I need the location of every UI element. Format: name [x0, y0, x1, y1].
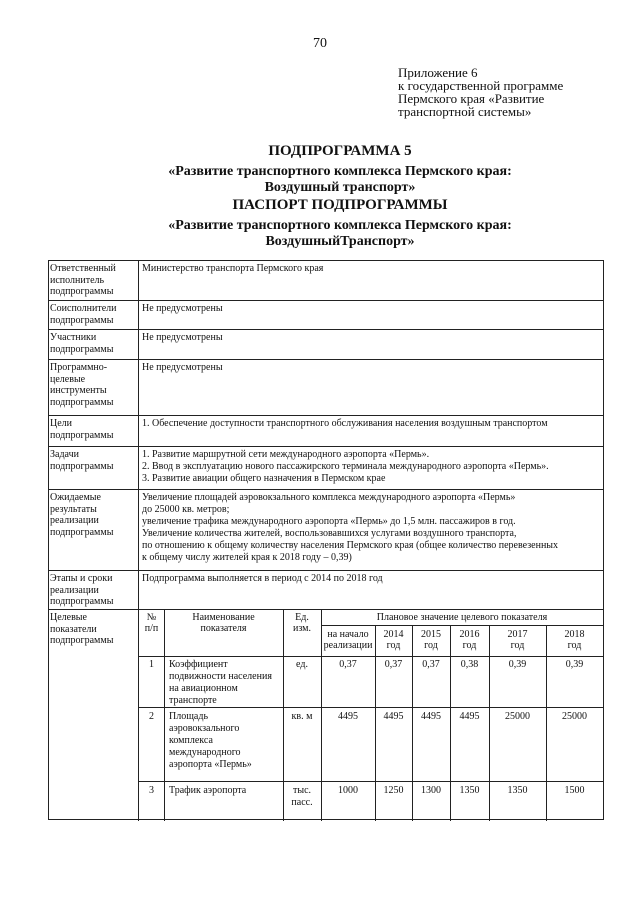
- value-line: 3. Развитие авиации общего назначения в Пермском крае: [142, 473, 386, 484]
- label-line: исполнитель: [50, 274, 105, 286]
- row-label: [49, 330, 139, 359]
- row-value: [142, 418, 600, 430]
- cell-value: 1350: [507, 785, 528, 796]
- value-line: 1. Обеспечение доступности транспортного обслуживания населения воздушным транспортом: [142, 418, 548, 429]
- label-line: целевые: [50, 373, 86, 385]
- label-line: подпрограммы: [50, 460, 114, 472]
- cell-line: транспорте: [169, 695, 217, 706]
- cell-value: 4495: [383, 711, 404, 722]
- row-responsible: [49, 261, 603, 301]
- header-line: год: [424, 640, 438, 651]
- value-line: Увеличение количества жителей, воспользовавшихся услугами воздушного транспорта,: [142, 528, 517, 539]
- cell-line: подвижности населения: [169, 671, 272, 682]
- cell-value: 0,39: [508, 659, 527, 670]
- row-value: [142, 362, 600, 374]
- grid-line: [139, 707, 603, 708]
- appendix-line: транспортной системы»: [398, 104, 532, 119]
- header-year-2015: [412, 629, 450, 651]
- cell-value: 0,38: [460, 659, 479, 670]
- header-line: год: [510, 640, 525, 651]
- grid-line: [139, 656, 603, 657]
- row-coexecutors: [49, 301, 603, 330]
- row-label: [49, 447, 139, 489]
- title-line: Воздушный транспорт»: [264, 180, 416, 195]
- value-line: Увеличение площадей аэровокзального комплекса международного аэропорта «Пермь»: [142, 492, 516, 503]
- row-label: [49, 301, 139, 329]
- cell-value: 4495: [421, 711, 441, 722]
- value-line: увеличение трафика международного аэропорта «Пермь» до 1,5 млн. пассажиров в год.: [142, 516, 516, 527]
- header-line: изм.: [293, 623, 311, 634]
- cell-unit: ед.: [296, 659, 308, 670]
- cell-line: Коэффициент: [169, 659, 228, 670]
- label-line: реализации: [50, 515, 99, 526]
- header-line: год: [567, 640, 582, 651]
- value-line: до 25000 кв. метров;: [142, 504, 230, 515]
- header-line: 2018: [564, 629, 585, 640]
- label-line: Целевые: [50, 612, 87, 623]
- header-unit: [283, 612, 321, 634]
- cell-value: 4495: [459, 711, 480, 722]
- label-line: подпрограммы: [50, 596, 114, 607]
- row-participants: [49, 330, 603, 360]
- value-line: Не предусмотрены: [142, 303, 223, 314]
- cell-value: 1250: [383, 785, 404, 796]
- row-instruments: [49, 360, 603, 416]
- label-line: Ответственный: [50, 263, 116, 274]
- subprogram-title: ПОДПРОГРАММА 5: [268, 143, 412, 159]
- label-line: подпрограммы: [50, 396, 114, 408]
- cell-line: на авиационном: [169, 683, 238, 694]
- value-line: 2. Ввод в эксплуатацию нового пассажирского терминала международного аэропорта «Пермь».: [142, 461, 549, 472]
- cell-line: международного: [169, 747, 241, 758]
- label-line: Цели: [50, 418, 73, 429]
- cell-name: [169, 785, 281, 797]
- row-value: [142, 492, 600, 564]
- cell-value: 0,37: [384, 659, 403, 670]
- cell-value: 1000: [338, 785, 358, 796]
- label-line: реализации: [50, 584, 99, 596]
- cell-name: [169, 659, 281, 707]
- label-line: показатели: [50, 623, 97, 635]
- row-label: [49, 490, 139, 570]
- cell-value: 0,37: [422, 659, 440, 670]
- title-line: «Развитие транспортного комплекса Пермского края:: [168, 218, 512, 233]
- header-line: 2016: [459, 629, 480, 640]
- cell-unit: [283, 785, 321, 809]
- appendix-line: к государственной программе: [398, 78, 564, 93]
- cell-value: 1500: [564, 785, 585, 796]
- header-line: год: [386, 640, 401, 651]
- cell-line: аэропорта «Пермь»: [169, 759, 252, 770]
- value-line: Не предусмотрены: [142, 362, 223, 373]
- grid-line: [321, 625, 603, 626]
- row-stages: [49, 571, 603, 610]
- header-line: Наименование: [192, 612, 255, 623]
- header-year-2018: [546, 629, 603, 651]
- appendix-line: Приложение 6: [398, 65, 478, 80]
- cell-no: 3: [149, 785, 154, 796]
- header-planned: Плановое значение целевого показателя: [376, 612, 548, 623]
- passport-name: [40, 218, 640, 250]
- label-line: Ожидаемые: [50, 492, 101, 503]
- cell-unit: кв. м: [291, 711, 313, 722]
- title-line: ВоздушныйТранспорт»: [265, 234, 415, 249]
- indicators-label: [49, 610, 139, 821]
- label-line: подпрограммы: [50, 286, 114, 297]
- label-line: Участники: [50, 332, 97, 343]
- label-line: инструменты: [50, 385, 107, 396]
- row-value: [142, 449, 600, 485]
- row-label: [49, 416, 139, 446]
- label-line: подпрограммы: [50, 314, 114, 326]
- header-year-2016: [450, 629, 489, 651]
- row-expected-results: [49, 490, 603, 571]
- grid-line: [139, 781, 603, 782]
- header-name: [164, 612, 283, 634]
- label-line: Этапы и сроки: [50, 573, 113, 584]
- row-label: [49, 571, 139, 609]
- header-line: №: [146, 612, 157, 623]
- header-line: на начало: [327, 629, 369, 640]
- value-line: 1. Развитие маршрутной сети международного аэропорта «Пермь».: [142, 449, 430, 460]
- cell-value: 1300: [421, 785, 441, 796]
- header-line: показателя: [200, 623, 247, 634]
- value-line: Министерство транспорта Пермского края: [142, 263, 324, 274]
- passport-table: [48, 260, 604, 820]
- cell-line: Трафик аэропорта: [169, 785, 247, 796]
- label-line: Программно-: [50, 362, 108, 373]
- cell-value: 25000: [562, 711, 587, 722]
- indicators-table: [139, 610, 603, 821]
- cell-line: пасс.: [291, 797, 313, 808]
- cell-value: 0,39: [565, 659, 584, 670]
- label-line: Задачи: [50, 449, 79, 460]
- page-number: 70: [313, 36, 327, 51]
- row-label: [49, 360, 139, 415]
- label-line: подпрограммы: [50, 526, 114, 538]
- cell-value: 25000: [505, 711, 530, 722]
- cell-line: Площадь: [169, 711, 208, 722]
- header-year-2017: [489, 629, 546, 651]
- header-line: 2017: [507, 629, 528, 640]
- header-line: Ед.: [295, 612, 309, 623]
- cell-line: аэровокзального: [169, 723, 240, 734]
- title-line: «Развитие транспортного комплекса Пермского края:: [168, 164, 512, 179]
- header-line: год: [462, 640, 477, 651]
- grid-line: [164, 610, 165, 821]
- cell-line: комплекса: [169, 735, 213, 746]
- value-line: к общему числу жителей края к 2018 году – 0,39): [142, 552, 352, 563]
- value-line: Не предусмотрены: [142, 332, 223, 343]
- row-value: [142, 303, 600, 315]
- passport-title: ПАСПОРТ ПОДПРОГРАММЫ: [232, 197, 448, 213]
- label-line: подпрограммы: [50, 635, 114, 646]
- header-line: п/п: [144, 623, 159, 634]
- label-line: Соисполнители: [50, 303, 117, 314]
- value-line: Подпрограмма выполняется в период с 2014 по 2018 год: [142, 573, 383, 584]
- cell-value: 0,37: [339, 659, 357, 670]
- cell-value: 4495: [338, 711, 358, 722]
- cell-line: тыс.: [292, 785, 312, 796]
- row-tasks: [49, 447, 603, 490]
- cell-no: 1: [149, 659, 154, 670]
- header-year-2014: [375, 629, 412, 651]
- header-line: 2015: [421, 629, 441, 640]
- label-line: подпрограммы: [50, 343, 114, 355]
- header-line: реализации: [323, 640, 373, 651]
- subprogram-name: [40, 164, 640, 196]
- label-line: подпрограммы: [50, 429, 114, 441]
- label-line: результаты: [50, 503, 97, 515]
- appendix-note: [398, 66, 628, 118]
- header-line: 2014: [383, 629, 404, 640]
- row-goals: [49, 416, 603, 447]
- row-value: [142, 332, 600, 344]
- appendix-line: Пермского края «Развитие: [398, 91, 545, 106]
- row-value: [142, 573, 600, 585]
- row-value: [142, 263, 600, 275]
- row-label: [49, 261, 139, 300]
- header-no: [139, 612, 164, 634]
- cell-value: 1350: [459, 785, 480, 796]
- cell-name: [169, 711, 281, 771]
- value-line: по отношению к общему количеству населения Пермского края (общее количество перевезенных: [142, 540, 559, 551]
- header-start: [321, 629, 375, 651]
- cell-no: 2: [149, 711, 154, 722]
